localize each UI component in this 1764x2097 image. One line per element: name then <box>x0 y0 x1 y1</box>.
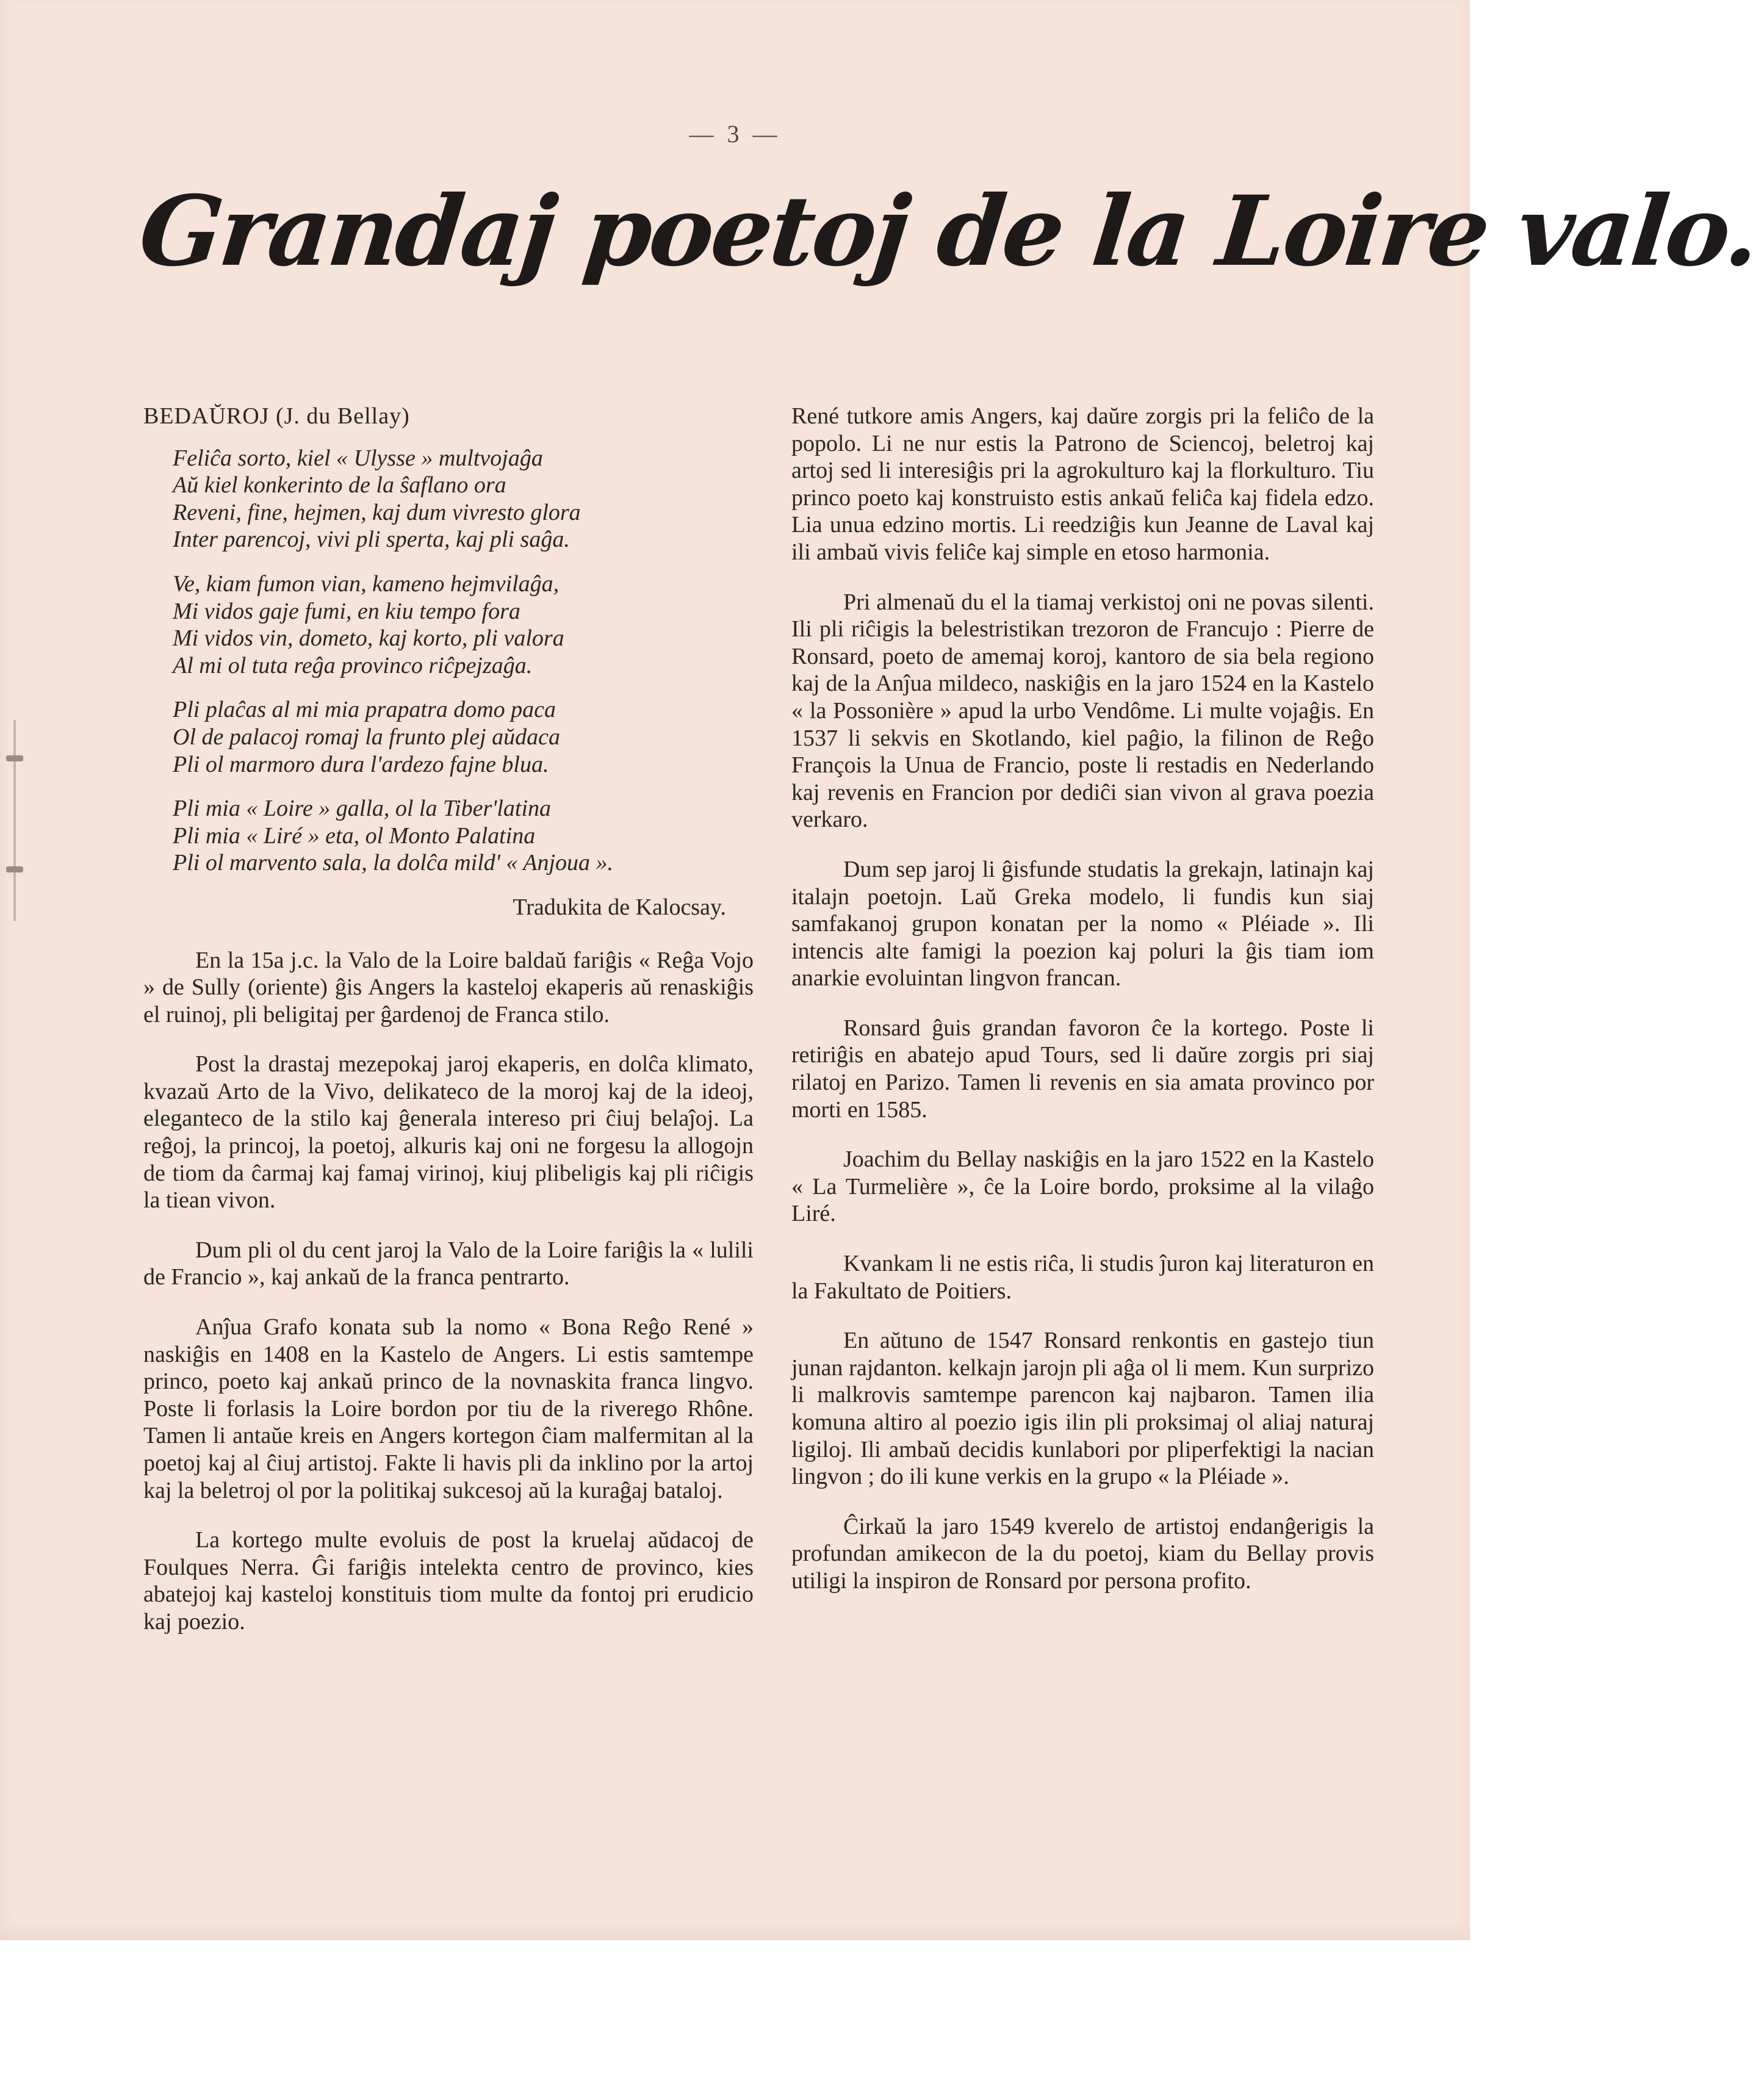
poem-stanza <box>173 570 754 679</box>
poem-stanza <box>173 445 754 553</box>
paragraph: Pri almenaŭ du el la tiamaj verkistoj oni ne povas silenti. Ili pli riĉigis la belestristikan trezoron de Francujo : Pierre de Ronsard, poeto de amemaj koroj, kantoro de sia bela regiono kaj de la Anĵua mildeco, naskiĝis en la jaro 1524 en la Kastelo « la Possonière » apud la urbo Vendôme. Li multe vojaĝis. En 1537 li sekvis en Skotlando, kiel paĝio, la filinon de Reĝo François la Unua de Francio, poste li restadis en Nederlando kaj revenis en Francion por dediĉi sian vivon al grava poezia verkaro. <box>791 589 1374 833</box>
page-number: — 3 — <box>689 120 781 148</box>
staple-mark <box>6 866 23 872</box>
right-column <box>791 403 1374 1617</box>
poem-line: Pli ol marvento sala, la dolĉa mild' « Anjoua ». <box>173 850 613 876</box>
translator-credit: Tradukita de Kalocsay. <box>513 894 726 920</box>
poem-line: Pli plaĉas al mi mia prapatra domo paca <box>173 697 556 723</box>
poem-line: Pli ol marmoro dura l'ardezo fajne blua. <box>173 751 549 777</box>
poem-stanza <box>173 696 754 778</box>
poem-line: Pli mia « Liré » eta, ol Monto Palatina <box>173 822 536 849</box>
paragraph: En la 15a j.c. la Valo de la Loire baldaŭ fariĝis « Reĝa Vojo » de Sully (oriente) ĝis Angers la kasteloj ekaperis aŭ renaskiĝis el ruinoj, pli beligitaj per ĝardenoj de Franca stilo. <box>143 947 754 1027</box>
poem-line: Feliĉa sorto, kiel « Ulysse » multvojaĝa <box>173 445 543 471</box>
paragraph: Ĉirkaŭ la jaro 1549 kverelo de artistoj endanĝerigis la profundan amikecon de la du poetoj, kiam du Bellay provis utiligi la inspiron de Ronsard por persona profito. <box>791 1513 1374 1594</box>
poem-line: Aŭ kiel konkerinto de la ŝaflano ora <box>173 472 506 498</box>
poem-line: Ol de palacoj romaj la frunto plej aŭdaca <box>173 724 561 750</box>
poem-heading: BEDAŬROJ (J. du Bellay) <box>143 403 410 429</box>
poem-stanza <box>173 795 754 877</box>
paragraph: Joachim du Bellay naskiĝis en la jaro 1522 en la Kastelo « La Turmelière », ĉe la Loire bordo, proksime al la vilaĝo Liré. <box>791 1146 1374 1227</box>
poem-line: Mi vidos gaje fumi, en kiu tempo fora <box>173 598 520 624</box>
poem-line: Inter parencoj, vivi pli sperta, kaj pli saĝa. <box>173 527 570 553</box>
poem-line: Mi vidos vin, dometo, kaj korto, pli valora <box>173 625 564 652</box>
page-title: Grandaj poetoj de la Loire valo. <box>134 175 1763 288</box>
poem-line: Ve, kiam fumon vian, kameno hejmvilaĝa, <box>173 570 560 597</box>
poem-line: Pli mia « Loire » galla, ol la Tiber'latina <box>173 796 552 822</box>
paragraph: Anĵua Grafo konata sub la nomo « Bona Reĝo René » naskiĝis en 1408 en la Kastelo de Angers. Li estis samtempe princo, poeto kaj ankaŭ princo de la novnaskita franca lingvo. Poste li forlasis la Loire bordon por tiu de la riverego Rhône. Tamen li antaŭe kreis en Angers kortegon ĉiam malfermitan al la poetoj kaj al ĉiuj artistoj. Fakte li havis pli da inklino por la artoj kaj la beletroj ol por la politikaj sukcesoj aŭ la kuraĝaj bataloj. <box>143 1314 754 1503</box>
paragraph: Kvankam li ne estis riĉa, li studis ĵuron kaj literaturon en la Fakultato de Poitiers. <box>791 1251 1374 1304</box>
left-column <box>143 403 754 1658</box>
binding-fold <box>13 720 16 921</box>
poem-line: Al mi ol tuta reĝa provinco riĉpejzaĝa. <box>173 652 533 678</box>
poem-line: Reveni, fine, hejmen, kaj dum vivresto glora <box>173 499 581 525</box>
paragraph: En aŭtuno de 1547 Ronsard renkontis en gastejo tiun junan rajdanton. kelkajn jarojn pli aĝa ol li mem. Kun surprizo li malkrovis samtempe parencon kaj najbaron. Tamen ilia komuna altiro al poezio igis ilin pli proksimaj ol aliaj naturaj ligiloj. Ili ambaŭ decidis kunlabori por pliperfektigi la nacian lingvon ; do ili kune verkis en la grupo « la Pléiade ». <box>791 1328 1374 1490</box>
paragraph: Dum sep jaroj li ĝisfunde studatis la grekajn, latinajn kaj italajn poetojn. Laŭ Greka modelo, li fundis kun siaj samfakanoj grupon konatan per la nomo « Pléiade ». Ili intencis alte famigi la poezion kaj poluri la ĝis tiam iom anarkie evoluintan lingvon francan. <box>791 856 1374 991</box>
paragraph: La kortego multe evoluis de post la kruelaj aŭdacoj de Foulques Nerra. Ĝi fariĝis intelekta centro de provinco, kies abatejoj kaj kasteloj konstituis tiom multe da fontoj pri erudicio kaj poezio. <box>143 1527 754 1635</box>
paragraph: Post la drastaj mezepokaj jaroj ekaperis, en dolĉa klimato, kvazaŭ Arto de la Vivo, delikateco de la moroj kaj de la ideoj, eleganteco de la stilo kaj ĝenerala intereso pri ĉiuj belaĵoj. La reĝoj, la princoj, la poetoj, alkuris kaj oni ne forgesu la allogojn de tiom da ĉarmaj kaj famaj virinoj, kiuj plibeligis kaj pli riĉigis la tiean vivon. <box>143 1051 754 1214</box>
paragraph: Ronsard ĝuis grandan favoron ĉe la kortego. Poste li retiriĝis en abatejo apud Tours, sed li daŭre zorgis pri siaj rilatoj en Parizo. Tamen li revenis en sia amata provinco por morti en 1585. <box>791 1015 1374 1123</box>
paragraph: Dum pli ol du cent jaroj la Valo de la Loire fariĝis la « lulili de Francio », kaj ankaŭ de la franca pentrarto. <box>143 1237 754 1290</box>
poem <box>143 445 754 877</box>
staple-mark <box>6 755 23 761</box>
paragraph: René tutkore amis Angers, kaj daŭre zorgis pri la feliĉo de la popolo. Li ne nur estis la Patrono de Sciencoj, beletroj kaj artoj sed li interesiĝis pri la agrokulturo kaj la florkulturo. Tiu princo poeto kaj konstruisto estis ankaŭ feliĉa kaj fidela edzo. Lia unua edzino mortis. Li reedziĝis kun Jeanne de Laval kaj ili ambaŭ vivis feliĉe kaj simple en etoso harmonia. <box>791 403 1374 565</box>
